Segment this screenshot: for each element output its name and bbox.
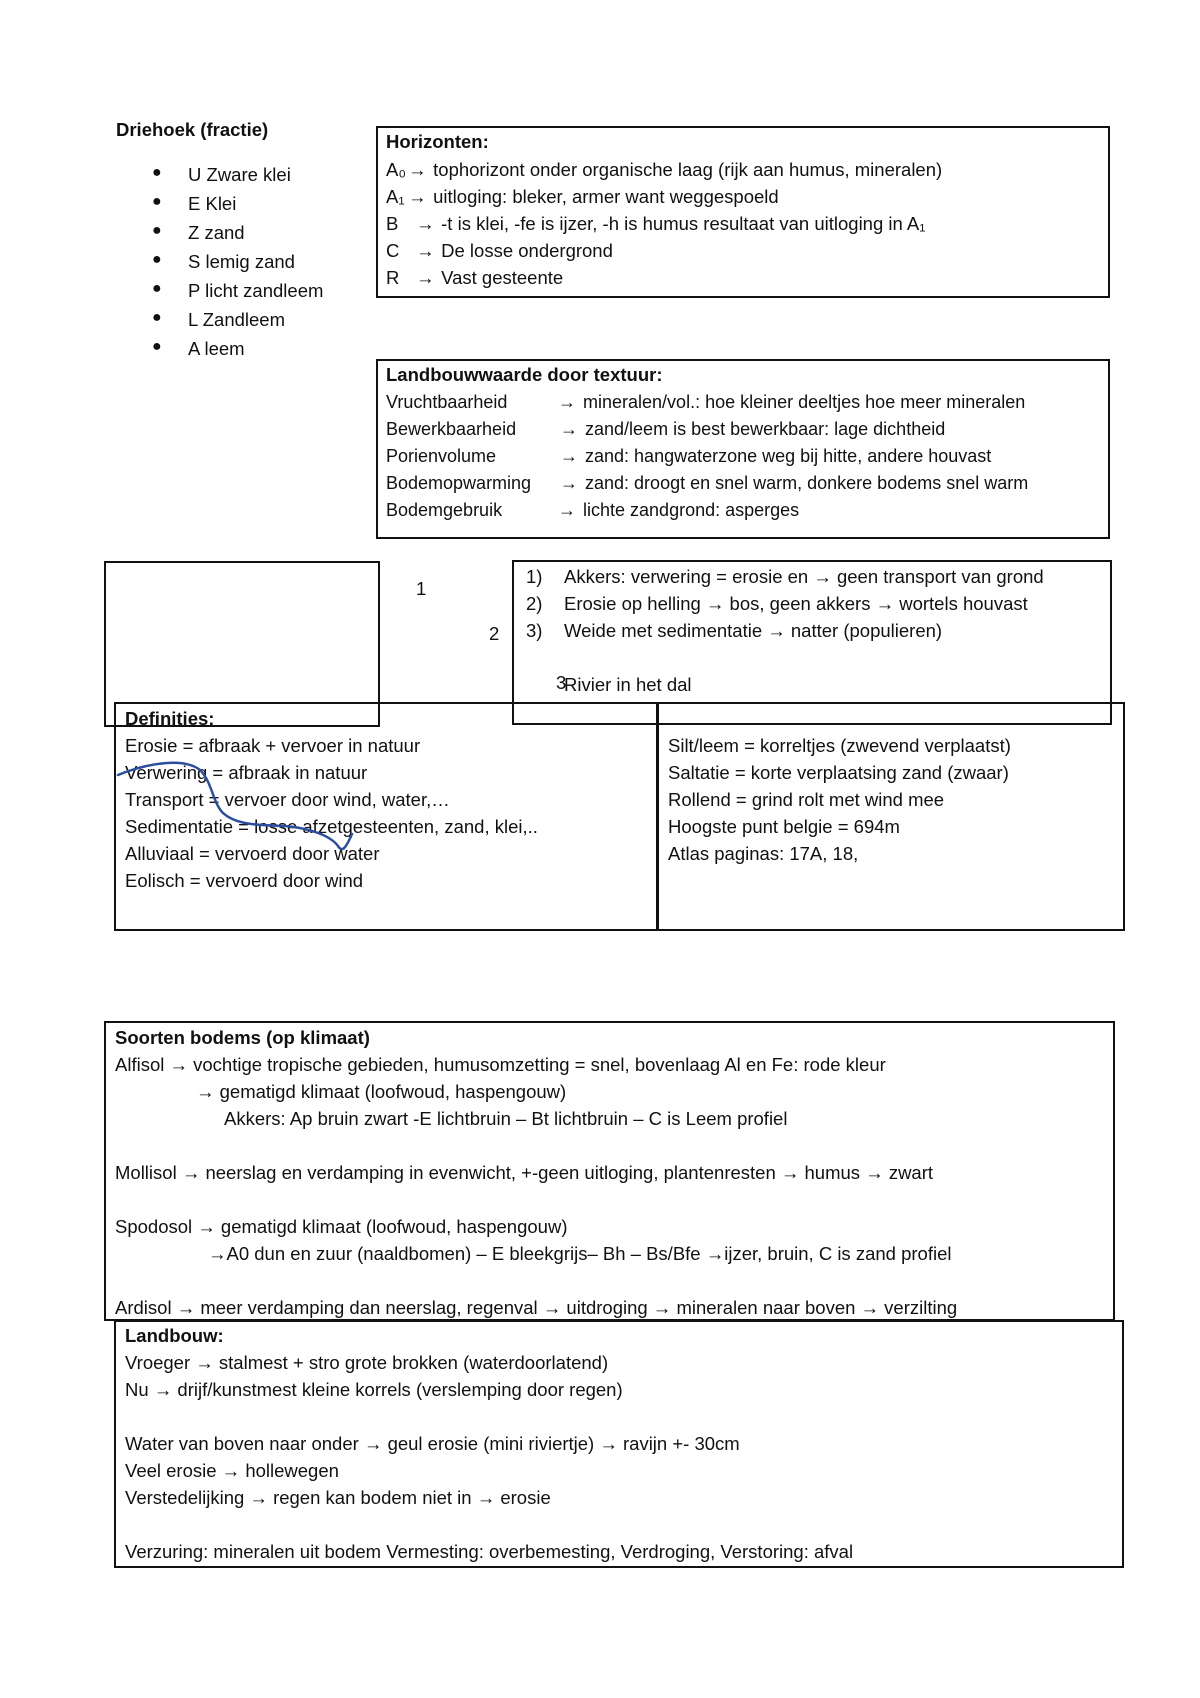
textuur-label: Vruchtbaarheid — [386, 392, 508, 412]
horizon-text: uitloging: bleker, armer want weggespoeld — [433, 186, 779, 207]
arrow-icon: → — [416, 267, 435, 288]
landbouw-line: Water van boven naar onder → geul erosie (mini riviertje) → ravijn +- 30cm — [125, 1433, 740, 1454]
list-item: P licht zandleem — [188, 280, 324, 301]
textuur-label: Bewerkbaarheid — [386, 419, 517, 439]
landbouw-line: Vroeger → stalmest + stro grote brokken (waterdoorlatend) — [125, 1352, 609, 1373]
arrow-icon: → — [558, 392, 576, 412]
horizon-row — [386, 264, 563, 291]
soorten-title: Soorten bodems (op klimaat) — [115, 1027, 370, 1048]
horizon-label: C — [386, 240, 400, 261]
textuur-label: Bodemgebruik — [386, 500, 503, 520]
landbouw-line: Nu → drijf/kunstmest kleine korrels (verslemping door regen) — [125, 1379, 623, 1400]
arrow-icon: → — [408, 186, 427, 207]
landbouw-line: Verzuring: mineralen uit bodem Vermesting: overbemesting, Verdroging, Verstoring: afval — [125, 1541, 854, 1562]
arrow-icon: → — [416, 213, 435, 234]
landbouw-line: Verstedelijking → regen kan bodem niet in → erosie — [125, 1487, 551, 1508]
horizon-row — [386, 210, 926, 237]
textuur-label: Bodemopwarming — [386, 473, 532, 493]
textuur-text: zand: droogt en snel warm, donkere bodems snel warm — [585, 473, 1029, 493]
list-item: A leem — [188, 338, 245, 359]
definitie-right: Rollend = grind rolt met wind mee — [668, 789, 945, 810]
definities-title: Definities: — [125, 708, 215, 729]
bodem-alfisol: Alfisol → vochtige tropische gebieden, humusomzetting = snel, bovenlaag Al en Fe: rode kleur — [115, 1054, 886, 1075]
textuur-row — [386, 443, 991, 470]
textuur-row — [386, 389, 1025, 416]
landbouw-title: Landbouw: — [125, 1325, 224, 1346]
definitie-left: Transport = vervoer door wind, water,… — [125, 789, 450, 810]
profile-item — [526, 590, 1028, 617]
profile-item-num: 1) — [526, 566, 543, 587]
horizon-row — [386, 183, 779, 210]
profile-item-num: 3) — [526, 620, 543, 641]
definitie-left: Sedimentatie = losse afzetgesteenten, zand, klei,.. — [125, 816, 538, 837]
bullet-icon: ● — [152, 309, 162, 326]
driehoek-title: Driehoek (fractie) — [116, 119, 269, 140]
marker-1: 1 — [416, 578, 427, 599]
arrow-icon: → — [560, 473, 578, 493]
profile-item-text: Akkers: verwering = erosie en → geen transport van grond — [564, 566, 1044, 587]
profile-item-text: Erosie op helling → bos, geen akkers → wortels houvast — [564, 593, 1028, 614]
definitie-right: Hoogste punt belgie = 694m — [668, 816, 900, 837]
bodem-alfisol-3: Akkers: Ap bruin zwart -E lichtbruin – Bt lichtbruin – C is Leem profiel — [224, 1108, 788, 1129]
bodem-mollisol: Mollisol → neerslag en verdamping in evenwicht, +-geen uitloging, plantenresten → humus → zwart — [115, 1162, 934, 1183]
textuur-row — [386, 497, 799, 524]
definitie-left: Alluviaal = vervoerd door water — [125, 843, 380, 864]
list-item: S lemig zand — [188, 251, 295, 272]
textuur-text: zand/leem is best bewerkbaar: lage dichtheid — [585, 419, 946, 439]
bullet-icon: ● — [152, 338, 162, 355]
bullet-icon: ● — [152, 280, 162, 297]
horizon-label: R — [386, 267, 400, 288]
definitie-right: Saltatie = korte verplaatsing zand (zwaar) — [668, 762, 1009, 783]
textuur-text: lichte zandgrond: asperges — [583, 500, 800, 520]
bullet-icon: ● — [152, 222, 162, 239]
horizon-label: A₁ — [386, 186, 405, 207]
list-item: Z zand — [188, 222, 245, 243]
textuur-row — [386, 470, 1028, 497]
definitie-right: Atlas paginas: 17A, 18, — [668, 843, 859, 864]
bodem-alfisol-2: → gematigd klimaat (loofwoud, haspengouw) — [196, 1081, 567, 1102]
list-item: E Klei — [188, 193, 237, 214]
arrow-icon: → — [416, 240, 435, 261]
horizon-text: -t is klei, -fe is ijzer, -h is humus resultaat van uitloging in A₁ — [441, 213, 926, 234]
bullet-icon: ● — [152, 164, 162, 181]
bullet-icon: ● — [152, 251, 162, 268]
textuur-row — [386, 416, 945, 443]
landbouwwaarde-title: Landbouwwaarde door textuur: — [386, 364, 663, 385]
bodem-spodosol-2: →A0 dun en zuur (naaldbomen) – E bleekgrijs– Bh – Bs/Bfe →ijzer, bruin, C is zand profiel — [208, 1243, 952, 1264]
definitie-left: Verwering = afbraak in natuur — [125, 762, 368, 783]
list-item: L Zandleem — [188, 309, 286, 330]
horizon-text: tophorizont onder organische laag (rijk aan humus, mineralen) — [433, 159, 943, 180]
definitie-left: Eolisch = vervoerd door wind — [125, 870, 364, 891]
horizon-text: Vast gesteente — [441, 267, 564, 288]
arrow-icon: → — [408, 159, 427, 180]
textuur-label: Porienvolume — [386, 446, 497, 466]
horizon-label: A₀ — [386, 159, 407, 180]
profile-item-text: Weide met sedimentatie → natter (populieren) — [564, 620, 943, 641]
textuur-text: mineralen/vol.: hoe kleiner deeltjes hoe meer mineralen — [583, 392, 1026, 412]
textuur-text: zand: hangwaterzone weg bij hitte, andere houvast — [585, 446, 992, 466]
arrow-icon: → — [560, 419, 578, 439]
marker-2: 2 — [489, 623, 500, 644]
arrow-icon: → — [558, 500, 576, 520]
definitie-left: Erosie = afbraak + vervoer in natuur — [125, 735, 421, 756]
horizonten-title: Horizonten: — [386, 131, 489, 152]
definitie-right: Silt/leem = korreltjes (zwevend verplaatst) — [668, 735, 1011, 756]
landbouw-line: Veel erosie → hollewegen — [125, 1460, 339, 1481]
horizon-row — [386, 156, 942, 183]
horizon-text: De losse ondergrond — [441, 240, 613, 261]
bullet-icon: ● — [152, 193, 162, 210]
profile-item — [526, 563, 1044, 590]
profile-item — [526, 617, 942, 644]
definities-divider — [656, 702, 659, 931]
marker-3: 3 — [556, 672, 567, 693]
horizon-label: B — [386, 213, 399, 234]
horizon-row — [386, 237, 613, 264]
bodem-spodosol: Spodosol → gematigd klimaat (loofwoud, haspengouw) — [115, 1216, 568, 1237]
profile-item-num: 2) — [526, 593, 543, 614]
bodem-ardisol: Ardisol → meer verdamping dan neerslag, regenval → uitdroging → mineralen naar boven → verzilting — [115, 1297, 958, 1318]
list-item: U Zware klei — [188, 164, 291, 185]
rivier-label: Rivier in het dal — [564, 674, 692, 695]
arrow-icon: → — [560, 446, 578, 466]
